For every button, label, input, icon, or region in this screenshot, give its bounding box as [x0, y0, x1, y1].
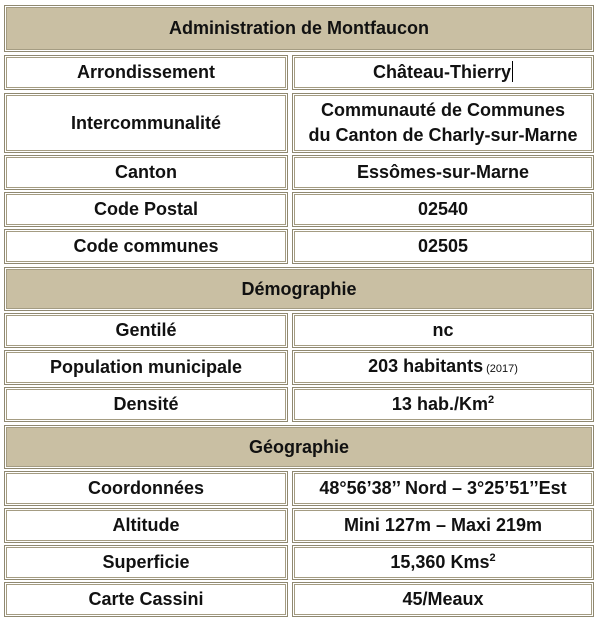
- row-value: 48°56’38’’ Nord – 3°25’51’’Est: [292, 471, 594, 506]
- row-label: Canton: [4, 155, 288, 190]
- row-label: Arrondissement: [4, 55, 288, 90]
- table-row: [4, 93, 594, 153]
- row-label: Altitude: [4, 508, 288, 543]
- table-row: [4, 387, 594, 422]
- row-label: Intercommunalité: [4, 93, 288, 153]
- superficie-value: 15,360 Kms: [390, 552, 490, 572]
- table-row: [4, 229, 594, 264]
- table-row: [4, 582, 594, 617]
- population-value: 203 habitants: [368, 355, 484, 376]
- row-label: Population municipale: [4, 350, 288, 385]
- table-row: [4, 545, 594, 580]
- superscript-exponent: 2: [487, 394, 495, 406]
- row-value: [292, 545, 594, 580]
- row-value: [292, 350, 594, 385]
- intercommunalite-value-line2: du Canton de Charly-sur-Marne: [308, 125, 578, 145]
- densite-value: 13 hab./Km: [391, 394, 488, 414]
- row-value: 02505: [292, 229, 594, 264]
- section-title: Géographie: [248, 436, 350, 457]
- row-value: [292, 93, 594, 153]
- row-label: Densité: [4, 387, 288, 422]
- section-header-geographie: [4, 425, 594, 469]
- intercommunalite-value-line1: Communauté de Communes: [320, 100, 566, 120]
- table-row: [4, 471, 594, 506]
- row-value: Mini 127m – Maxi 219m: [292, 508, 594, 543]
- section-title: Démographie: [241, 278, 357, 299]
- population-year-note: (2017): [486, 362, 518, 375]
- row-value: nc: [292, 313, 594, 348]
- row-value: 02540: [292, 192, 594, 227]
- section-title: Administration de Montfaucon: [169, 18, 429, 38]
- section-header-administration: [4, 5, 594, 52]
- superscript-exponent: 2: [489, 552, 496, 564]
- table-row: [4, 155, 594, 190]
- row-label: Code communes: [4, 229, 288, 264]
- section-header-demographie: [4, 267, 594, 311]
- row-label: Superficie: [4, 545, 288, 580]
- row-value: [292, 387, 594, 422]
- row-label: Coordonnées: [4, 471, 288, 506]
- row-value: 45/Meaux: [292, 582, 594, 617]
- table-row: [4, 192, 594, 227]
- table-row: [4, 350, 594, 385]
- text-cursor: [512, 61, 513, 82]
- table-row: [4, 313, 594, 348]
- row-label: Carte Cassini: [4, 582, 288, 617]
- table-row: [4, 55, 594, 90]
- row-value[interactable]: [292, 55, 594, 90]
- row-value: Essômes-sur-Marne: [292, 155, 594, 190]
- row-label: Gentilé: [4, 313, 288, 348]
- row-label: Code Postal: [4, 192, 288, 227]
- table-row: [4, 508, 594, 543]
- arrondissement-value: Château-Thierry: [372, 62, 512, 82]
